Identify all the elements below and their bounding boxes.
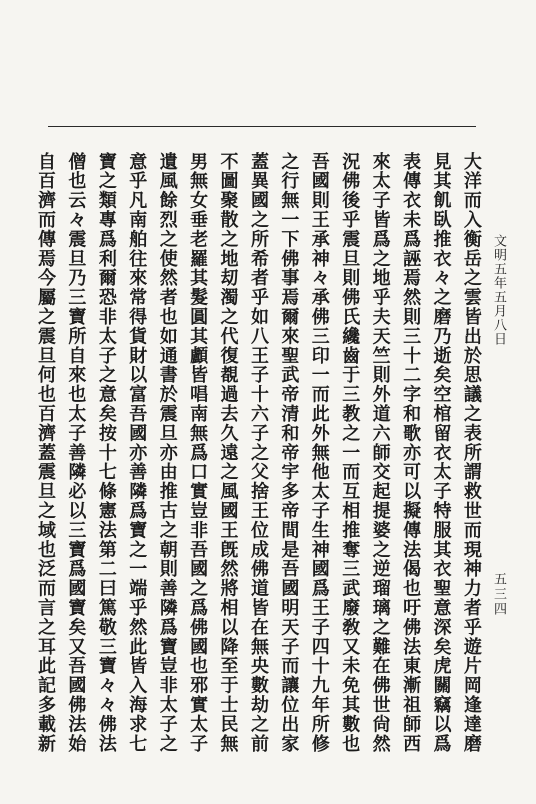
text-column: 吾國則王承神々承佛三印一而此外無他太子生神國爲王子四十九年所修 (308, 152, 330, 754)
text-column: 男無女垂老羅其髮圓其顱皆唱南無爲口實豈非吾國之爲佛國也邪實太子 (187, 152, 209, 754)
text-column: 寶之類專爲利爾恐非太子之意矣按十七條憲法第二曰篤敬三寶々々佛法 (95, 152, 117, 754)
text-column: 大洋而入衡岳之雲皆出於思議之表所謂救世而現神力者乎遊片岡逢達磨 (460, 152, 482, 754)
text-column: 自百濟而傳焉今屬之震旦何也百濟蓋震旦之域也泛而言之耳此記多載新 (35, 152, 56, 754)
text-column: 況佛後乎震旦則佛氏纔齒于三教之一而互相推奪三武廢敎又未免其數也 (339, 152, 361, 754)
text-column: 之行無一下佛事焉爾來聖武帝清和帝宇多帝間是吾國明天子而讓位出家 (278, 152, 300, 754)
text-column: 表傳衣未爲誣焉然則三十二字和歌亦可以擬傳法偈也吁佛法東漸祖師西 (400, 152, 422, 754)
text-column: 不圖聚散之地刧濁之代復覩過去久遠之風國王旣然將相以降至于士民無 (217, 152, 239, 754)
text-column: 意乎凡南舶往來常得貨財以富吾國亦善隣爲寶之一端乎然此皆入海求七 (126, 152, 148, 754)
text-column: 見其飢臥推衣々之磨乃逝矣空棺留衣太子特服其衣聖意深矣虎關竊以爲 (430, 152, 452, 754)
text-column: 來太子皆爲之地乎夫天竺則外道六師交起提婆之逆瑠璃之難在佛世尙然 (369, 152, 391, 754)
body-text (36, 152, 480, 776)
date-heading: 文明五年五月八日 (491, 234, 506, 346)
text-column: 僧也云々震旦乃三寶所自來也太子善隣必以三寶爲國寶矣又吾國佛法始 (65, 152, 87, 754)
text-column: 遺風餘烈之使然者也如通書於震旦亦由推古之朝則善隣爲寶豈非太子之 (156, 152, 178, 754)
text-column: 蓋異國之所希者乎如八王子十六子之父捨王位成佛道皆在無央數劫之前 (247, 152, 269, 754)
header-rule (48, 126, 476, 127)
page-number: 五三四 (491, 572, 506, 617)
